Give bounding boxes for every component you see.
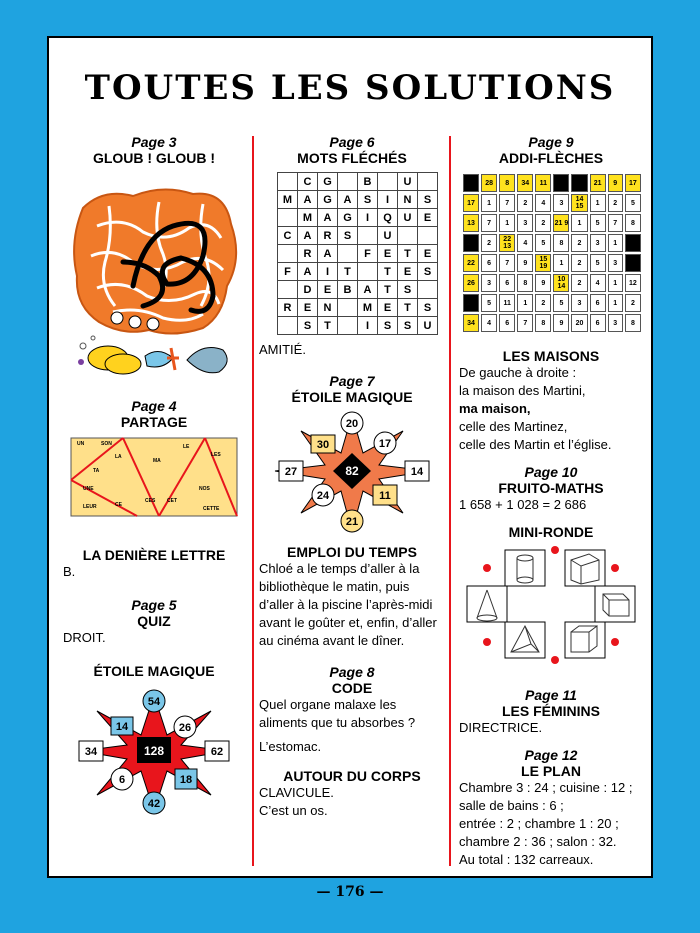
column-separator [252,136,254,866]
grid-cell: T [378,263,398,281]
grid-cell: 5 [590,254,606,272]
star-value: 42 [147,798,161,810]
grid-cell: C [278,227,298,245]
grid-cell: 5 [553,294,569,312]
grid-row [463,294,641,312]
page-6-heading: Page 6 [329,134,375,150]
grid-cell: U [418,317,438,335]
grid-cell: 15 19 [535,254,551,272]
grid-cell: F [358,245,378,263]
code-answer: L’estomac. [259,739,322,754]
grid-cell: I [318,263,338,281]
partage-word: SON [101,441,112,447]
grid-cell: E [298,299,318,317]
grid-row [463,314,641,332]
grid-cell: R [298,245,318,263]
grid-cell: 7 [517,314,533,332]
grid-cell: 8 [553,234,569,252]
star-value: 14 [410,466,424,478]
grid-cell: 6 [590,294,606,312]
mini-ronde-diagram [459,546,643,664]
grid-cell: 10 14 [553,274,569,292]
gloub-title: GLOUB ! GLOUB ! [92,150,216,166]
grid-cell: 2 [625,294,641,312]
derniere-lettre-title: LA DENIÈRE LETTRE [82,547,226,563]
grid-cell: 12 [625,274,641,292]
star-value: 17 [378,438,392,450]
autour-du-corps-answer: CLAVICULE. [259,785,334,800]
grid-cell: 4 [535,194,551,212]
grid-cell [358,227,378,245]
partage-word: CET [167,498,177,504]
partage-diagram [63,436,245,518]
emploi-du-temps-title: EMPLOI DU TEMPS [287,544,417,560]
grid-row [278,281,438,299]
grid-cell: 21 9 [553,214,569,232]
partage-word: LE [183,444,190,450]
grid-row [278,173,438,191]
grid-cell: 1 [590,194,606,212]
grid-cell [463,174,479,192]
partage-word: NOS [199,486,210,492]
grid-cell: 6 [590,314,606,332]
grid-cell: 1 [499,214,515,232]
grid-cell: 9 [608,174,623,192]
maisons-line: celle des Martin et l’église. [459,437,612,452]
grid-row [278,191,438,209]
grid-cell [553,174,569,192]
grid-cell [278,209,298,227]
plan-line: Chambre 3 : 24 ; cuisine : 12 ; [459,780,633,795]
grid-cell: M [298,209,318,227]
grid-cell: 4 [590,274,606,292]
grid-cell: 1 [608,234,623,252]
grid-cell [338,173,358,191]
grid-cell: 21 [590,174,606,192]
star-value: 54 [147,696,161,708]
etoile-magique-2-title: ÉTOILE MAGIQUE [291,389,413,405]
plan-line: salle de bains : 6 ; [459,798,564,813]
grid-cell: Q [378,209,398,227]
grid-cell: 8 [535,314,551,332]
code-title: CODE [331,680,373,696]
star-value: 34 [84,746,98,758]
grid-row [463,274,641,292]
grid-cell: 22 13 [499,234,515,252]
grid-cell: 1 [571,214,587,232]
grid-cell: E [418,209,438,227]
grid-cell: 11 [535,174,551,192]
magic-star-red [63,687,245,817]
grid-cell: 2 [608,194,623,212]
grid-cell: N [398,191,418,209]
grid-cell: 1 [608,294,623,312]
grid-cell [625,254,641,272]
page-title: TOUTES LES SOLUTIONS [84,68,616,108]
grid-cell [463,234,479,252]
grid-cell: 26 [463,274,479,292]
grid-cell: A [298,227,318,245]
grid-cell: 8 [517,274,533,292]
grid-cell: A [338,191,358,209]
grid-cell: E [378,245,398,263]
grid-cell: 5 [625,194,641,212]
grid-cell [418,227,438,245]
grid-cell: 2 [571,254,587,272]
grid-cell: E [378,299,398,317]
grid-cell: T [378,281,398,299]
grid-cell: 13 [463,214,479,232]
grid-cell: I [358,317,378,335]
mots-fleches-title: MOTS FLÉCHÉS [297,150,407,166]
star-value: 14 [115,721,129,733]
addi-fleches-title: ADDI-FLÈCHES [498,150,604,166]
grid-cell: 34 [463,314,479,332]
grid-cell: U [378,227,398,245]
star-value: 11 [379,490,391,502]
grid-cell: 7 [499,254,515,272]
grid-cell: F [278,263,298,281]
grid-cell: 3 [590,234,606,252]
derniere-lettre-answer: B. [63,564,76,579]
star-value: 26 [178,722,192,734]
grid-cell: 3 [481,274,497,292]
grid-cell: 9 [517,254,533,272]
star-value: 30 [316,439,330,451]
grid-cell [358,263,378,281]
grid-cell: 1 [481,194,497,212]
column-2 [259,134,445,820]
grid-cell: M [278,191,298,209]
grid-cell: 34 [517,174,533,192]
grid-cell: A [298,191,318,209]
grid-cell [398,227,418,245]
grid-cell: 2 [481,234,497,252]
page-7-heading: Page 7 [329,373,375,389]
grid-cell [338,299,358,317]
page-12-heading: Page 12 [524,747,578,763]
grid-row [278,227,438,245]
star-value: 20 [345,418,359,430]
grid-cell: 9 [553,314,569,332]
grid-cell [378,173,398,191]
page-number: — 176 — [316,884,384,900]
page-9-heading: Page 9 [528,134,574,150]
grid-row [463,214,641,232]
partage-word: UNE [83,486,94,492]
partage-word: TA [93,468,100,474]
grid-cell [338,245,358,263]
star-value: 24 [316,490,330,502]
fruito-maths-title: FRUITO-MATHS [498,480,604,496]
star-center-value: 82 [345,464,359,478]
partage-word: CETTE [203,506,220,512]
grid-cell [278,245,298,263]
star-value: 62 [210,746,224,758]
grid-row [463,254,641,272]
page-11-heading: Page 11 [525,687,577,703]
grid-cell: T [318,317,338,335]
les-maisons-title: LES MAISONS [502,348,600,364]
grid-cell: 6 [499,314,515,332]
grid-cell: 8 [625,214,641,232]
le-plan-title: LE PLAN [521,763,581,779]
grid-row [463,234,641,252]
magic-star-orange [259,409,445,537]
solutions-page [47,36,653,878]
star-value: 18 [179,774,193,786]
grid-cell: 20 [571,314,587,332]
grid-cell: E [398,263,418,281]
partage-word: CE [115,502,122,508]
grid-cell: A [318,209,338,227]
grid-cell: 9 [535,274,551,292]
partage-word: CES [145,498,156,504]
page-8-heading: Page 8 [329,664,375,680]
grid-cell: 6 [499,274,515,292]
grid-cell [278,173,298,191]
grid-cell: 2 [535,214,551,232]
grid-cell: S [398,317,418,335]
grid-cell: 3 [608,314,623,332]
grid-row [463,174,641,192]
grid-cell: R [318,227,338,245]
grid-cell: 8 [625,314,641,332]
grid-cell [338,317,358,335]
autour-du-corps-title: AUTOUR DU CORPS [283,768,421,784]
grid-cell: 1 [517,294,533,312]
grid-cell: 7 [481,214,497,232]
grid-cell [463,294,479,312]
grid-cell: 1 [608,274,623,292]
partage-word: LES [211,452,221,458]
page-10-heading: Page 10 [524,464,578,480]
grid-cell: G [318,173,338,191]
grid-cell: C [298,173,318,191]
grid-row [278,299,438,317]
star-center-value: 128 [143,744,165,758]
grid-row [278,209,438,227]
grid-cell: 17 [463,194,479,212]
column-1 [63,134,245,822]
grid-cell: 2 [571,274,587,292]
quiz-answer: DROIT. [63,630,106,645]
grid-row [278,263,438,281]
grid-cell: 3 [553,194,569,212]
grid-cell: 22 [463,254,479,272]
grid-cell: S [418,299,438,317]
partage-word: UN [77,441,85,447]
grid-cell [625,234,641,252]
grid-cell: A [318,245,338,263]
page-3-heading: Page 3 [131,134,177,150]
column-3 [459,134,643,869]
grid-cell: 28 [481,174,497,192]
grid-cell: 4 [517,234,533,252]
grid-cell: S [298,317,318,335]
grid-cell: U [398,209,418,227]
partage-title: PARTAGE [120,414,188,430]
column-separator [449,136,451,866]
grid-cell: 2 [571,234,587,252]
partage-word: MA [153,458,161,464]
grid-cell: 3 [608,254,623,272]
grid-cell: M [358,299,378,317]
grid-cell: 2 [535,294,551,312]
grid-cell: E [318,281,338,299]
grid-cell: 4 [481,314,497,332]
grid-cell: T [338,263,358,281]
grid-cell: G [338,209,358,227]
grid-cell: 1 [553,254,569,272]
grid-row [278,317,438,335]
maisons-line: celle des Martinez, [459,419,568,434]
grid-cell: B [358,173,378,191]
code-question: Quel organe malaxe les aliments que tu absorbes ? [259,697,416,730]
star-value: 6 [118,774,126,786]
partage-word: LEUR [83,504,97,510]
emploi-du-temps-text: Chloé a le temps d’aller à la bibliothèque le matin, puis d’aller à la piscine l’après-midi avant le goûter et, enfin, d’aller au cinéma avant le dîner. [259,561,437,648]
maisons-line: De gauche à droite : [459,365,577,380]
grid-cell: 3 [571,294,587,312]
grid-cell: 7 [608,214,623,232]
grid-cell [278,317,298,335]
grid-cell: E [418,245,438,263]
mots-fleches-grid [277,172,438,335]
grid-cell: R [278,299,298,317]
grid-row [463,194,641,212]
partage-word: LA [115,454,122,460]
grid-cell: I [378,191,398,209]
grid-cell: 5 [590,214,606,232]
grid-cell: T [398,245,418,263]
fruito-maths-answer: 1 658 + 1 028 = 2 686 [459,497,587,512]
mots-fleches-answer: AMITIÉ. [259,342,306,357]
grid-cell: 6 [481,254,497,272]
grid-cell [571,174,587,192]
grid-cell: 5 [535,234,551,252]
grid-row [278,245,438,263]
les-feminins-answer: DIRECTRICE. [459,720,543,735]
grid-cell: G [318,191,338,209]
grid-cell: 14 15 [571,194,587,212]
grid-cell: 5 [481,294,497,312]
plan-line: chambre 2 : 36 ; salon : 32. [459,834,617,849]
grid-cell: I [358,209,378,227]
star-value: 27 [284,466,298,478]
maisons-line: la maison des Martini, [459,383,586,398]
plan-line: Au total : 132 carreaux. [459,852,594,867]
mini-ronde-title: MINI-RONDE [508,524,594,540]
grid-cell: N [318,299,338,317]
page-4-heading: Page 4 [131,398,177,414]
grid-cell: S [418,263,438,281]
grid-cell: A [358,281,378,299]
grid-cell: 3 [517,214,533,232]
grid-cell: S [358,191,378,209]
grid-cell: S [378,317,398,335]
grid-cell: S [338,227,358,245]
grid-cell [418,173,438,191]
maze-illustration [63,166,245,381]
grid-cell: D [298,281,318,299]
page-5-heading: Page 5 [131,597,177,613]
grid-cell: U [398,173,418,191]
grid-cell: T [398,299,418,317]
addi-fleches-grid [461,172,643,334]
quiz-title: QUIZ [137,613,171,629]
grid-cell [418,281,438,299]
les-feminins-title: LES FÉMININS [501,703,600,719]
grid-cell: S [418,191,438,209]
grid-cell [278,281,298,299]
grid-cell: 8 [499,174,515,192]
autour-du-corps-note: C’est un os. [259,803,328,818]
grid-cell: 17 [625,174,641,192]
grid-cell: A [298,263,318,281]
plan-line: entrée : 2 ; chambre 1 : 20 ; [459,816,619,831]
grid-cell: 11 [499,294,515,312]
star-value: 21 [345,516,359,528]
grid-cell: B [338,281,358,299]
maisons-line: ma maison, [459,401,531,416]
grid-cell: S [398,281,418,299]
etoile-magique-title: ÉTOILE MAGIQUE [93,663,215,679]
grid-cell: 2 [517,194,533,212]
grid-cell: 7 [499,194,515,212]
